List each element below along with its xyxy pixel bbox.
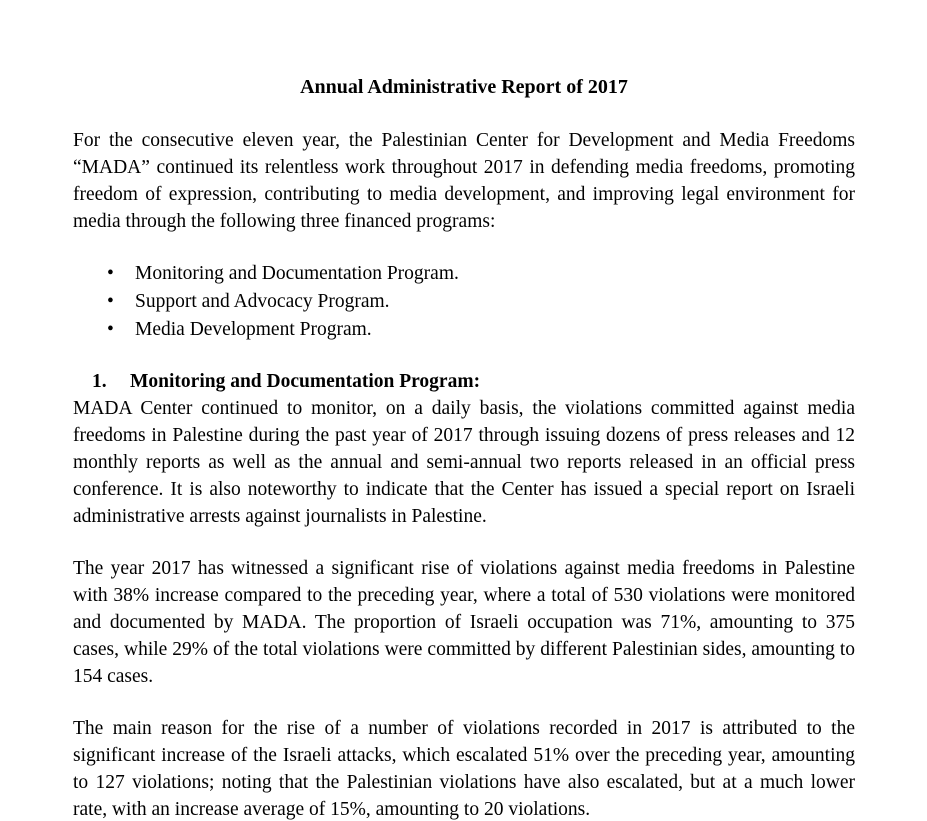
list-item-monitoring-program: [107, 260, 855, 288]
section-paragraph-statistics: The year 2017 has witnessed a significant rise of violations against media freedoms in Palestine with 38% increase compared to the preceding year, where a total of 530 violations were monitored and documented by MADA. The proportion of Israeli occupation was 71%, amounting to 375 cases, while 29% of the total violations were committed by different Palestinian sides, amounting to 154 cases.: [73, 558, 855, 687]
bullet-icon: •: [107, 263, 114, 284]
intro-paragraph: For the consecutive eleven year, the Palestinian Center for Development and Media Freedoms “MADA” continued its relentless work throughout 2017 in defending media freedoms, promoting freedom of expression, contributing to media development, and improving legal environment for media through the following three financed programs:: [73, 130, 855, 232]
section-heading: [92, 368, 855, 395]
section-number: 1.: [92, 371, 107, 392]
list-item-text: Support and Advocacy Program.: [135, 291, 390, 312]
list-item-media-development-program: [107, 316, 855, 344]
section-paragraph-reason: The main reason for the rise of a number of violations recorded in 2017 is attributed to the significant increase of the Israeli attacks, which escalated 51% over the preceding year, amounting to 127 violations; noting that the Palestinian violations have also escalated, but at a much lower rate, with an increase average of 15%, amounting to 20 violations.: [73, 718, 855, 820]
list-item-text: Monitoring and Documentation Program.: [135, 263, 459, 284]
list-item-support-program: [107, 288, 855, 316]
bullet-icon: •: [107, 319, 114, 340]
report-title: Annual Administrative Report of 2017: [300, 76, 628, 98]
bullet-icon: •: [107, 291, 114, 312]
list-item-text: Media Development Program.: [135, 319, 372, 340]
program-list: [73, 260, 855, 344]
section-paragraph-monitoring: MADA Center continued to monitor, on a daily basis, the violations committed against media freedoms in Palestine during the past year of 2017 through issuing dozens of press releases and 12 monthly reports as well as the annual and semi-annual two reports released in an official press conference. It is also noteworthy to indicate that the Center has issued a special report on Israeli administrative arrests against journalists in Palestine.: [73, 398, 855, 527]
section-heading-text: Monitoring and Documentation Program:: [130, 371, 481, 392]
